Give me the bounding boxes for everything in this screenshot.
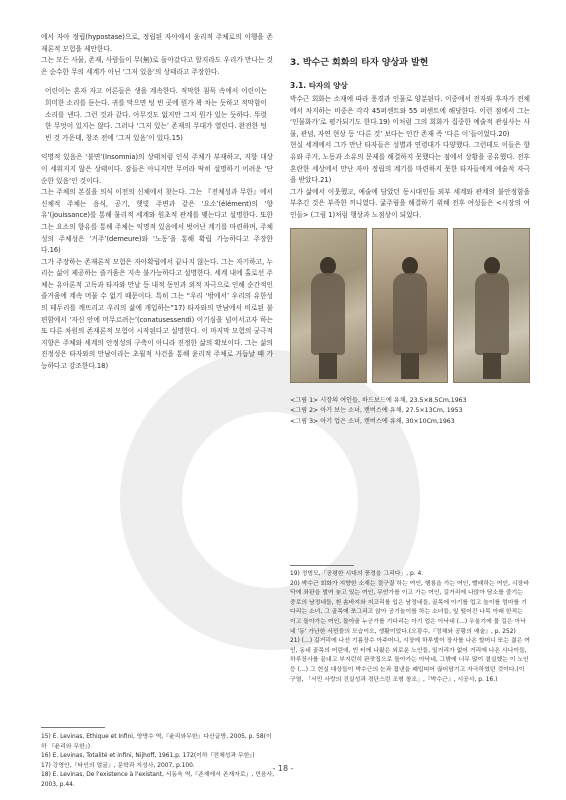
figure-painting-3	[453, 228, 530, 383]
figure-caption: <그림 2> 아기 보는 소녀, 캔버스에 유채, 27.5×13Cm, 1953	[290, 407, 463, 415]
footnote-rule	[290, 565, 354, 566]
footnote: 18) E. Levinas, De l'existence à l'existant, 서동욱 역,『존재에서 존재자로』, 민음사, 2003, p.44.	[41, 772, 275, 788]
painted-body	[475, 273, 509, 355]
footnote: 15) E. Levinas, Ethique et Infini, 양명수 역,『윤리와무한』다산글방, 2005, p. 58(이하 『윤리와 무한』)	[41, 734, 272, 750]
footnote: 17) 강영안,『타인의 얼굴』, 문학과 지성사, 2007, p.100.	[41, 762, 195, 769]
body-paragraph: 박수근 회화는 소재에 따라 풍경과 인물로 양분된다. 이중에서 전자와 후자가 전체에서 차지하는 비중은 각각 45퍼센트와 55 퍼센트에 해당한다. 이런 점에서 그는 ‘인물화가’로 평가되기도 한다.19) 이처럼 그의 회화가 집중한 예술적 관심사는 사물, 관념, 자연 현상 등 ‘다른 것’ 보다는 인간 존재 즉 ‘다른 이’들이었다.20)	[290, 95, 530, 138]
footnotes-left	[41, 733, 277, 791]
body-paragraph: 현실 세계에서 그가 만난 타자들은 성별과 연령대가 다양했다. 그런데도 이들은 향유와 주거, 노동과 소유의 문제를 해결하지 못했다는 점에서 상황을 공유했다. 전후 혼란한 세상에서 만난 자아 정립의 계기를 마련하지 못한 타자들에게 예술적 자극을 받았다.21)	[290, 141, 530, 185]
painted-body	[311, 273, 345, 355]
body-paragraph: 그는 모든 사물, 존재, 사람들이 무(無)로 돌아갔다고 할지라도 우리가 만나는 것은 순수한 무의 세계가 아닌 ‘그저 있음’의 상태라고 주장한다.	[41, 56, 273, 76]
figure-caption: <그림 3> 아기 업은 소녀, 캔버스에 유채, 30×10Cm,1963	[290, 417, 455, 425]
body-paragraph: 그는 주체의 본질을 의식 이전의 신체에서 찾는다. 그는 『전체성과 무한』에서 신체적 주체는 음식, 공기, 햇빛 주변과 같은 ‘요소’(élément)의 ‘향유’(jouissance)를 통해 물리적 세계와 원초적 관계를 맺는다고 설명한다. 또한 그는 요소의 향유를 통해 주체는 익명적 있음에서 벗어난 계기를 마련하며, 주체성의 주체성은 ‘거주’(demeure)와 ‘노동’을 통해 확립 가능하다고 주장한다.16)	[41, 188, 273, 255]
section-title: 3. 박수근 회화의 타자 양상과 발현	[290, 58, 429, 68]
footnote: 20) 박수근 회화가 지향한 소재는 절구질 하는 여인, 행룡을 가는 여인, 빨래하는 여인, 시장바닥에 좌판을 벌여 놓고 있는 여인, 무언가를 이고 가는 여인, 길거리에 나앉아 담소를 즐기는 중로의 남정네들, 흰 솜바지와 저고리를 입은 남정네들, 골목에 아기를 업고 놀이를 엄마를 기다리는 소녀, 그 골목에 쪼그리고 앉아 공기놀이를 하는 소녀들, 잎 떨어진 나목 아래 한적는 이고 돌아가는 여인, 돌아올 누군가를 기다리는 아기 업은 아낙네 (…) 우울기에 물 길은 아낙네 '동' 가난한 서민들의 모습이오, 생활이었다.(오광수,『정체와 공황의 예술』, p. 252)	[290, 580, 529, 635]
footnotes-right	[290, 570, 530, 685]
painted-body	[393, 273, 427, 355]
body-paragraph: 에서 자아 정립(hypostase)으로, 정립된 자아에서 윤리적 주체로의 이행을 존재론적 모험을 제안한다.	[41, 33, 273, 53]
footnote-rule	[41, 727, 105, 728]
figure-painting-1	[290, 228, 367, 383]
figure-row	[290, 228, 530, 383]
painted-legs	[319, 353, 337, 379]
subsection-title: 3.1. 타자의 양상	[290, 81, 348, 90]
figure-painting-2	[372, 228, 449, 383]
figure-captions	[290, 396, 530, 428]
body-paragraph: 그가 주장하는 존재론적 모험은 자아확립에서 끝나지 않는다. 그는 자기하고, 누리는 삶이 제공하는 즐거움은 지속 불가능하다고 설명한다. 세계 내에 홀로선 주체는 유아론적 고독과 타자와 만날 등 내적 동인과 외적 자극으로 인해 순간적인 즐거움에 계속 머물 수 없기 때문이다. 특히 그는 “우리 ‘밖에서’ 우리의 유한성의 테두리를 깨뜨리고 우리의 삶에 개입하는”17) 타자와의 만남에서 비로된 불편함에서 ‘자신 안에 머무르려는’(conatusessendi) 이기심을 넘어서고자 하는 또 다른 차원의 존재론적 모험이 시작된다고 설명한다. 이 마지막 모험의 궁극적 지향은 주체와 세계의 안정성의 구축이 아니라 진정한 삶의 확보이다. 그는 삶의 진정성은 타자와의 만남이라는 초월적 사건을 통해 윤리적 주체로 거듭날 때 가능하다고 강조한다.18)	[41, 257, 273, 371]
footnote: 16) E. Levinas, Totalité et infini, Nijhoff, 1961,p. 172(이하『전체성과 무한』)	[41, 753, 255, 760]
page-number: - 18 -	[272, 764, 294, 773]
footnote: 19) 정범모,「공평한 시대의 풍경을 그리다」, p. 4.	[290, 571, 424, 577]
body-paragraph: 그가 삶에서 이웃했고, 예술에 담았던 동시대인들 외부 세계와 관계의 불안정함을 부추긴 것은 부족한 끼니였다. 굶주림을 해결하기 위해 전후 여성들은 <시장의 여인들> (그림 1)처럼 행상과 노점상이 되었다.	[290, 187, 530, 219]
figure-caption: <그림 1> 시장의 여인들, 하드보드에 유채, 23.5×8.5Cm,1963	[290, 396, 467, 404]
body-paragraph: 익명적 있음은 ‘불면’(Insomnia)의 상태처럼 인식 주체가 부재하고, 지향 대상이 세워지지 않은 상태이다. 잠들은 아니지만 무어라 딱히 설명하기 어려운 ‘단순한 있음’인 것이다.	[41, 153, 273, 185]
left-column	[41, 32, 273, 373]
painted-legs	[483, 353, 501, 379]
right-column	[290, 34, 530, 427]
footnote: 21) (…) 길거리에 나선 기름장수 아주머니, 시장에 하루벌이 장사를 나온 할머니 또는 젊은 여인, 동네 골목의 어린애, 빈 터에 나왔은 외로운 노인들, 일거리가 없어 거리에 나온 사나이들, 하루장사를 끝내고 부지런히 판잣집으로 돌아가는 아낙네, 그밖에 너무 많이 곁실했는 이 노인 등 (…) 그 현실 대상들이 박수근의 눈과 접낸을 쾌입띠어 끊어담기고 자극하였던 것이다.(이구열, 「서민 사랑의 진실성과 경단스런 조형 창조」,『박수근』, 시공사, p. 16.)	[290, 638, 530, 683]
block-quote: 어린이는 혼자 자고 어른들은 생을 계속한다. 적막한 침묵 속에서 어린이는 희미한 소리를 듣는다. 귀를 막으면 텅 빈 곳에 뭔가 꽉 차는 듯하고 적막함이 소리를 낸다. 그런 것과 같다. 아무것도 없지만 그저 뭔가 있는 듯하다. 뚜렷한 무엇이 있지는 않다. 그러나 ‘그저 있는’ 존재의 무대가 열린다. 완전한 텅 빈 것 가운데, 창조 전에 ‘그저 있음’이 있다.15)	[45, 87, 267, 142]
painted-legs	[401, 353, 419, 379]
